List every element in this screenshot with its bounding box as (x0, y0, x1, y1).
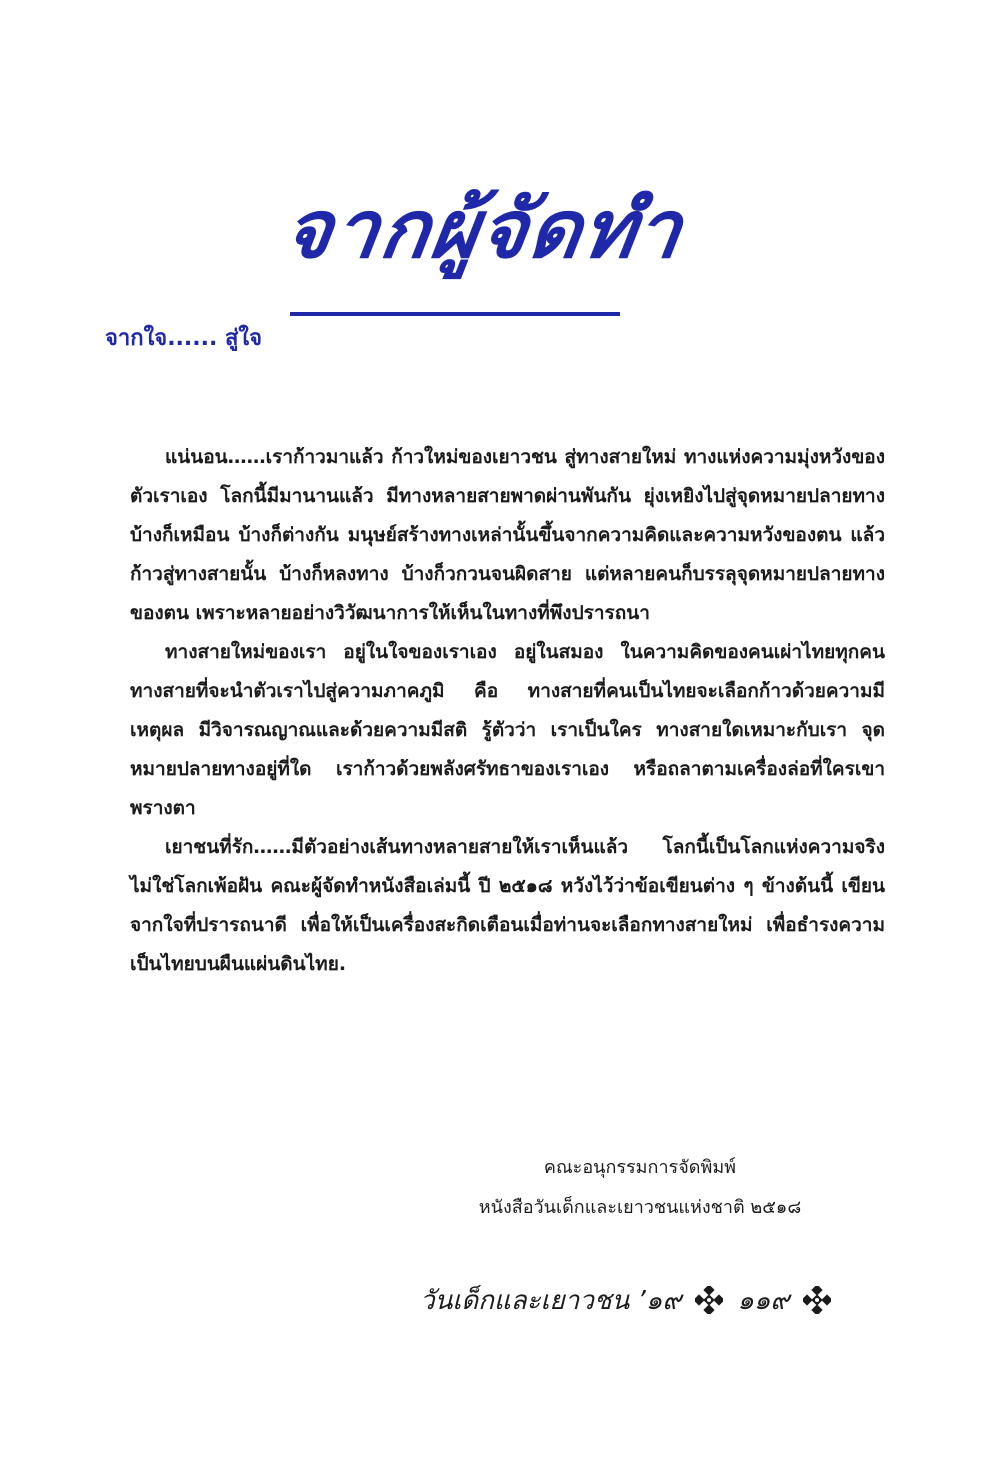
footer-page-number: ๑๑๙ (737, 1285, 790, 1316)
footer-publication: วันเด็กและเยาวชน ’๑๙ (420, 1285, 682, 1316)
body-text (130, 438, 885, 984)
paragraph-1: แน่นอน……เราก้าวมาแล้ว ก้าวใหม่ของเยาวชน สู่ทางสายใหม่ ทางแห่งความมุ่งหวังของตัวเราเอง โลกนี้มีมานานแล้ว มีทางหลายสายพาดผ่านพันกัน ยุ่งเหยิงไปสู่จุดหมายปลายทาง บ้างก็เหมือน บ้างก็ต่างกัน มนุษย์สร้างทางเหล่านั้นขึ้นจากความคิดและความหวังของตน แล้วก้าวสู่ทางสายนั้น บ้างก็หลงทาง บ้างก็วกวนจนผิดสาย แต่หลายคนก็บรรลุจุดหมายปลายทางของตน เพราะหลายอย่างวิวัฒนาการให้เห็นในทางที่พึงปรารถนา (130, 446, 885, 624)
signature-publication: หนังสือวันเด็กและเยาวชนแห่งชาติ ๒๕๑๘ (478, 1197, 802, 1218)
page-footer (420, 1275, 890, 1325)
page-title-text: จากผู้จัดทำ (278, 183, 690, 276)
page-title (278, 150, 690, 300)
signature-block (410, 1148, 870, 1228)
diamond-flower-ornament-icon (803, 1286, 831, 1314)
title-underline (290, 312, 620, 316)
diamond-flower-ornament-icon (695, 1286, 723, 1314)
paragraph-2: ทางสายใหม่ของเรา อยู่ในใจของเราเอง อยู่ในสมอง ในความคิดของคนเผ่าไทยทุกคน ทางสายที่จะนำตัวเราไปสู่ความภาคภูมิ คือ ทางสายที่คนเป็นไทยจะเลือกก้าวด้วยความมีเหตุผล มีวิจารณญาณและด้วยความมีสติ รู้ตัวว่า เราเป็นใคร ทางสายใดเหมาะกับเรา จุดหมายปลายทางอยู่ที่ใด เราก้าวด้วยพลังศรัทธาของเราเอง หรือถลาตามเครื่องล่อที่ใครเขาพรางตา (130, 641, 885, 819)
signature-committee: คณะอนุกรรมการจัดพิมพ์ (543, 1157, 737, 1178)
paragraph-3: เยาชนที่รัก……มีตัวอย่างเส้นทางหลายสายให้เราเห็นแล้ว โลกนี้เป็นโลกแห่งความจริง ไม่ใช่โลกเพ้อฝัน คณะผู้จัดทำหนังสือเล่มนี้ ปี ๒๕๑๘ หวังไว้ว่าข้อเขียนต่าง ๆ ข้างต้นนี้ เขียนจากใจที่ปรารถนาดี เพื่อให้เป็นเครื่องสะกิดเตือนเมื่อท่านจะเลือกทางสายใหม่ เพื่อธำรงความเป็นไทยบนผืนแผ่นดินไทย. (130, 836, 885, 975)
subtitle: จากใจ...... สู่ใจ (105, 326, 263, 351)
